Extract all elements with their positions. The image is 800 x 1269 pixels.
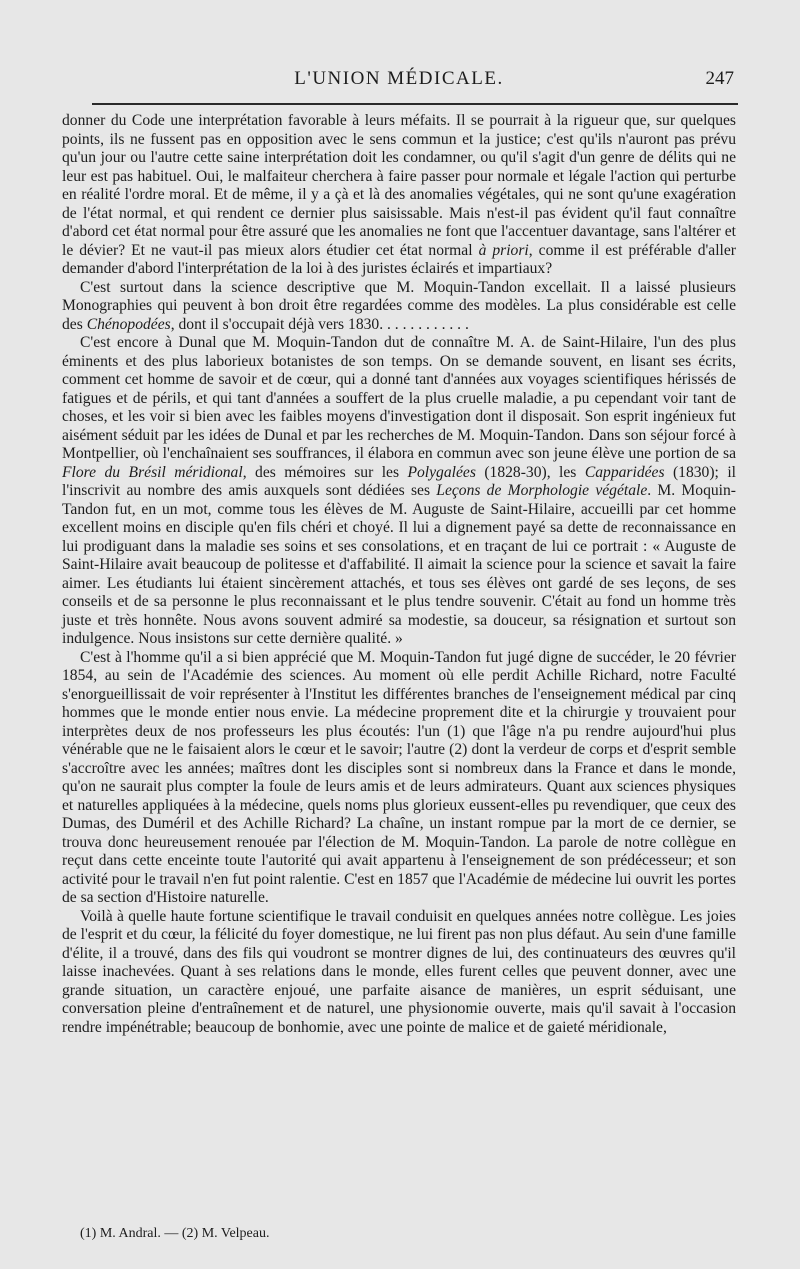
text-run: Voilà à quelle haute fortune scientifique le travail conduisit en quelques années notre collègue. Les joies de l'esprit et du cœur, la félicité du foyer domestique, ne lui firent pas non plus défaut. Au sein d'une famille d'élite, il a trouvé, dans des fils qui voudront se montrer dignes de lui, des continuateurs des œuvres qu'il laisse inachevées. Quant à ses relations dans le monde, elles furent celles que peuvent donner, avec une grande situation, un caractère enjoué, une parfaite aisance de manières, un esprit séduisant, une conversation pleine d'entraînement et de naturel, une physionomie ouverte, mais qu'il savait à l'occasion rendre impénétrable; beaucoup de bonhomie, avec une pointe de malice et de gaieté méridionale,	[62, 907, 736, 1036]
header-rule	[92, 103, 738, 105]
text-run: donner du Code une interprétation favorable à leurs méfaits. Il se pourrait à la rigueur que, sur quelques points, ils ne fussent pas en opposition avec le sens commun et la justice; c'est qu'ils n'auront pas prévu qu'un jour ou l'autre cette saine interprétation doit les condamner, ou qu'il s'agit d'un genre de délits qui ne leur est pas habituel. Oui, le malfaiteur cherchera à faire passer pour normale et légale l'action qui perturbe en réalité l'ordre moral. Et de même, il y a çà et là des anomalies végétales, qui ne sont qu'une exagération de l'état normal, et qui rendent ce dernier plus saisissable. Mais n'est-il pas évident qu'il faut connaître d'abord cet état normal pour être assuré que les anomalies ne font que l'accentuer davantage, sans l'altérer et le dévier? Et ne vaut-il pas mieux alors étudier cet état normal	[62, 112, 736, 259]
text-run: , dont il s'occupait déjà vers 1830. . . . . . . . . . . .	[170, 315, 469, 333]
text-run: (1830); il l'inscrivit au nombre des amis auxquels sont dédiées ses	[62, 463, 736, 499]
text-run: C'est à l'homme qu'il a si bien apprécié que M. Moquin-Tandon fut jugé digne de succéder, le 20 février 1854, au sein de l'Académie des sciences. Au moment où elle perdit Achille Richard, notre Faculté s'enorgueillissait de voir représenter à l'Institut les différentes branches de l'enseignement médical par cinq hommes que le monde entier nous envie. La médecine proprement dite et la chirurgie y trouvaient pour interprètes deux de nos professeurs les plus écoutés: l'un (1) que l'âge n'a pu rendre aujourd'hui plus vénérable que ne le faisaient alors le cœur et le savoir; l'autre (2) dont la verdeur de corps et d'esprit semble s'accroître avec les années; maîtres dont les disciples sont si nombreux dans la France et dans le monde, qu'on ne saurait plus compter la foule de leurs amis et de leurs admirateurs. Quant aux sciences physiques et naturelles appliquées à la médecine, quels noms plus glorieux eussent-elles pu revendiquer, que ceux des Dumas, des Duméril et des Achille Richard? La chaîne, un instant rompue par la mort de ce dernier, se trouva donc heureusement renouée par l'élection de M. Moquin-Tandon. La parole de notre collègue en reçut dans cette enceinte toute l'autorité qui avait appartenu à l'enseignement de son prédécesseur; et son activité pour le travail n'en fut point ralentie. C'est en 1857 que l'Académie de médecine lui ouvrit les portes de sa section d'Histoire naturelle.	[62, 648, 736, 906]
paragraph	[62, 334, 736, 649]
italic-text: Chénopodées	[86, 315, 171, 333]
text-run: C'est surtout dans la science descriptive que M. Moquin-Tandon excellait. Il a laissé plusieurs Monographies qui peuvent à bon droit être regardées comme des modèles. La plus considérable est celle des	[62, 278, 736, 333]
text-run: , des mémoires sur les	[242, 463, 408, 481]
italic-text: Flore du Brésil méridional	[62, 463, 243, 481]
footnote: (1) M. Andral. — (2) M. Velpeau.	[80, 1226, 270, 1241]
paragraph	[62, 908, 736, 1038]
running-title: L'UNION MÉDICALE.	[294, 68, 504, 89]
text-run: (1828-30), les	[475, 463, 585, 481]
paragraph	[62, 649, 736, 908]
italic-text: Capparidées	[584, 463, 665, 481]
text-run: . M. Moquin-Tandon fut, en un mot, comme tous les élèves de M. Auguste de Saint-Hilaire, accueilli par cet homme excellent moins en disciple qu'en fils chéri et choyé. Il lui a dignement payé sa dette de reconnaissance en lui prodiguant dans la maladie ses soins et ses consolations, et en traçant de lui ce portrait : « Auguste de Saint-Hilaire avait beaucoup de politesse et d'affabilité. Il aimait la science pour la science et savait la faire aimer. Les étudiants lui étaient sincèrement attachés, et tous ses élèves ont gardé de ses leçons, de ses conseils et de sa personne le plus reconnaissant et le plus tendre souvenir. C'était au fond un homme très juste et très honnête. Nous avons souvent admiré sa modestie, sa douceur, sa résignation et surtout son indulgence. Nous insistons sur cette dernière qualité. »	[62, 482, 736, 647]
text-run: , comme il est préférable d'aller demander d'abord l'interprétation de la loi à des juristes éclairés et impartiaux?	[62, 241, 736, 277]
page-header	[60, 64, 738, 98]
text-run: C'est encore à Dunal que M. Moquin-Tandon dut de connaître M. A. de Saint-Hilaire, l'un des plus éminents et des plus laborieux botanistes de son temps. On se demande souvent, en lisant ses écrits, comment cet homme de savoir et de cœur, qui a donné tant d'années aux voyages scientifiques hérissés de fatigues et de périls, et qui tant d'années a souffert de la plus cruelle maladie, a pu cependant voir tant de choses, et les voir si bien avec les faibles moyens d'investigation dont il disposait. Son esprit ingénieux fut aisément séduit par les idées de Dunal et par les recherches de M. Moquin-Tandon. Dans son séjour forcé à Montpellier, où l'enchaînaient ses souffrances, il élabora en commun avec son jeune élève une portion de sa	[62, 334, 736, 462]
paragraph	[62, 279, 736, 335]
italic-text: Polygalées	[407, 463, 476, 481]
paragraph	[62, 112, 736, 279]
page-number: 247	[705, 68, 734, 89]
body-text	[62, 112, 736, 1037]
italic-text: à priori	[478, 241, 529, 259]
italic-text: Leçons de Morphologie végétale	[436, 482, 648, 499]
